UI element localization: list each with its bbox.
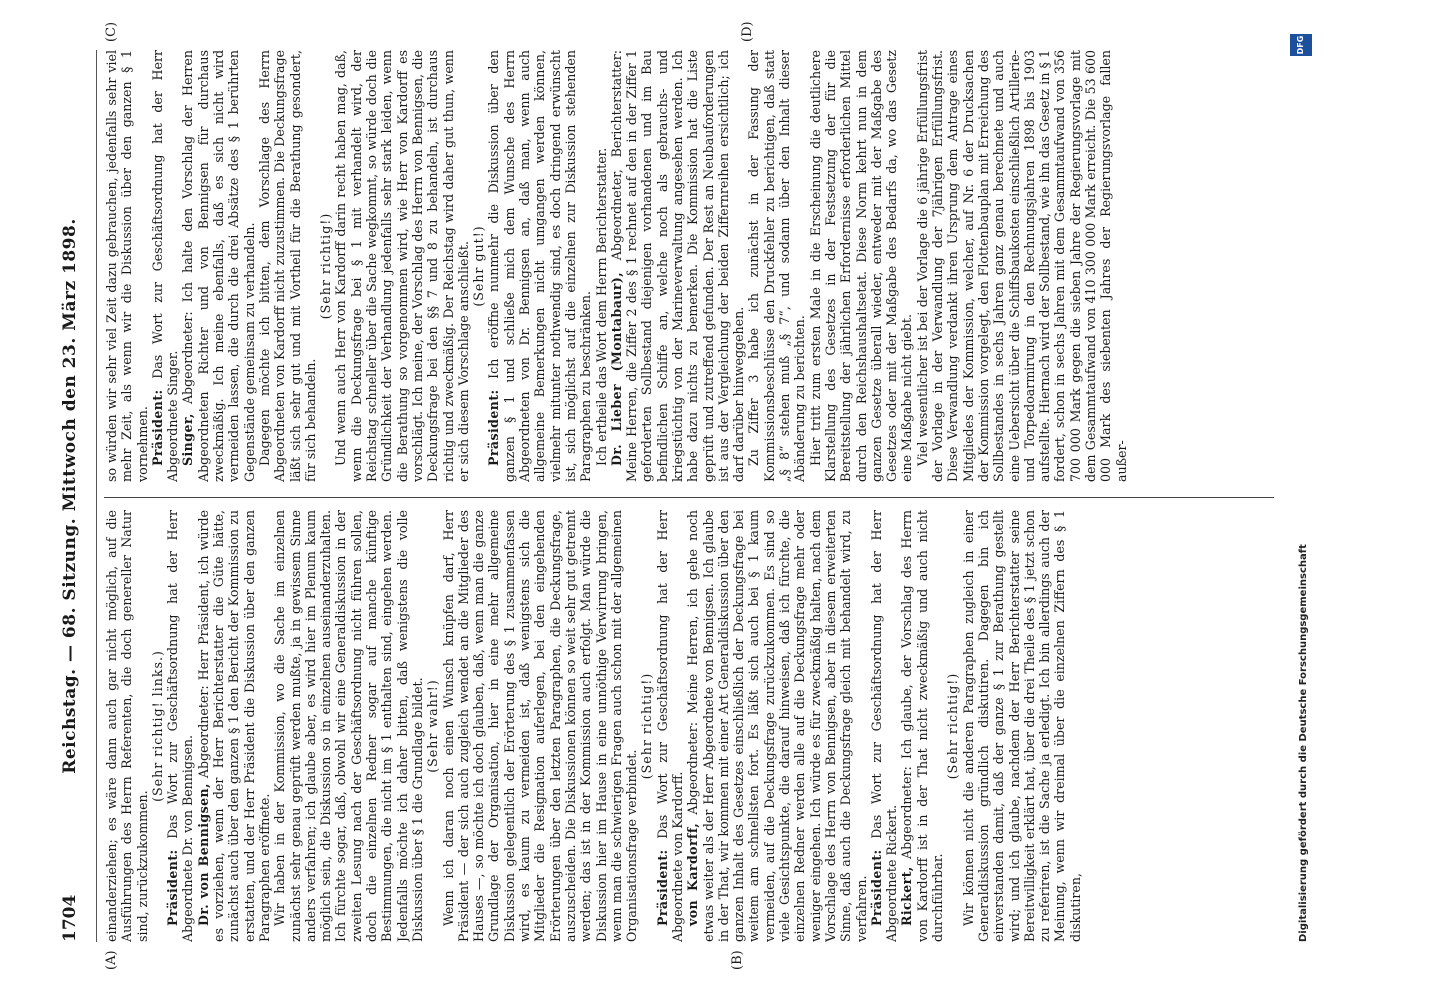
digitization-credit: Digitalisierung gefördert durch die Deutsche Forschungsgemeinschaft — [1298, 544, 1309, 942]
interjection: (Sehr richtig!) — [945, 672, 961, 780]
speaker-paragraph: Präsident: Das Wort zur Geschäftsordnung hat der Herr Abgeordnete von Kardorff. — [654, 510, 685, 942]
running-title: Reichstag. — 68. Sitzung. Mittwoch den 23. März 1898. — [60, 218, 80, 774]
speaker-name: Präsident: — [165, 849, 181, 926]
speaker-name: von Kardorff, — [685, 822, 701, 926]
speaker-paragraph: Präsident: Das Wort zur Geschäftsordnung hat der Herr Abgeordnete Singer. — [149, 50, 181, 482]
interjection: (Sehr richtig!) — [318, 212, 334, 320]
speaker-paragraph: Rickert, Abgeordneter: Ich glaube, der Vorschlag des Herrn von Kardorff ist in der That nicht zweckmäßig und auch nicht durchführbar. — [899, 510, 946, 942]
speaker-paragraph: Dr. Lieber (Montabaur), Abgeordneter, Berichterstatter: Meine Herren, die Ziffer 2 des § 1 rechnet auf den in der Ziffer 1 geforderten Sollbestand diejenigen vorhandenen und im Bau befindlichen Schiffe an, welche noch als gebrauchs- und kriegstüchtig von der Marineverwaltung angesehen werden. Ich habe dazu nichts zu bemerken. Die Kommission hat die Liste geprüft und zutreffend gefunden. Der Rest an Neubauforderungen ist aus der Vergleichung der beiden Ziffernreihen ersichtlich; ich darf darüber hinweggehen. — [608, 50, 747, 482]
speaker-paragraph: Präsident: Ich eröffne nunmehr die Diskussion über den ganzen § 1 und schließe mich dem Wunsche des Herrn Abgeordneten von Dr. Bennigsen an, daß man, wenn auch allgemeine Bemerkungen nicht umgangen werden können, vielmehr mitunter nothwendig sind, es doch dringend erwünscht ist, sich möglichst auf die einzelnen zur Diskussion stehenden Paragraphen zu beschränken. — [486, 50, 594, 482]
speaker-paragraph: Singer, Abgeordneter: Ich halte den Vorschlag der Herren Abgeordneten Richter und von Bennigsen für durchaus zweckmäßig. Ich meine ebenfalls, daß es sich nicht wird vermeiden lassen, die durch die drei Absätze des § 1 berührten Gegenstände gemeinsam zu verhandeln. — [180, 50, 257, 482]
paragraph: Und wenn auch Herr von Kardorff darin recht haben mag, daß, wenn die Deckungsfrage bei § 1 mit verhandelt wird, der Reichstag schneller über die Sache wegkommt, so würde doch die Gründlichkeit der Verhandlung jedenfalls sehr stark leiden, wenn die Berathung so vorgenommen wird, wie Herr von Kardorff es vorschlägt. Ich meine, der Vorschlag des Herrn von Bennigsen, die Deckungsfrage bei den §§ 7 und 8 zu behandeln, ist durchaus richtig und zweckmäßig. Der Reichstag wird daher gut thun, wenn er sich diesem Vorschlage anschließt. — [333, 50, 471, 482]
interjection: (Sehr richtig! links.) — [149, 650, 165, 802]
interjection: (Sehr richtig!) — [639, 672, 655, 780]
column-divider — [104, 497, 1274, 498]
speaker-paragraph: Präsident: Das Wort zur Geschäftsordnung hat der Herr Abgeordnete Dr. von Bennigsen. — [165, 510, 196, 942]
speaker-name: Rickert, — [899, 866, 915, 926]
margin-marker-c: (C) — [104, 21, 119, 42]
page-header — [60, 50, 90, 942]
interjection: (Sehr gut!) — [471, 225, 487, 307]
speaker-name: Präsident: — [868, 849, 884, 926]
speaker-name: Präsident: — [149, 389, 165, 466]
paragraph: so würden wir sehr viel Zeit dazu gebrauchen, jedenfalls sehr viel mehr Zeit, als wenn wir die Diskussion über den ganzen § 1 vornehmen. — [104, 50, 150, 482]
page-number: 1704 — [60, 894, 80, 942]
paragraph: Viel wesentlicher ist bei der Vorlage die 6 jährige Erfüllungsfrist der Vorlage in der Verwandlung der 7jährigen Erfüllungsfrist. Diese Verwandlung verdankt ihren Ursprung dem Antrage eines Mitgliedes der Kommission, welcher, auf Nr. 6 der Drucksachen der Kommission vorgelegt, den Flottenbauplan mit Erreichung des Sollbestandes in sechs Jahren ganz genau berechnete und auch eine Uebersicht über die Schiffsbaukosten einschließlich Artillerie- und Torpedoarmirung in den Rechnungsjahren 1898 bis 1903 aufstellte. Hiernach wird der Sollbestand, wie ihn das Gesetz in § 1 fordert, schon in sechs Jahren mit dem Gesammtaufwand von 356 700 000 Mark gegen die sieben Jahre der Regierungsvorlage mit dem Gesammtaufwand von 410 300 000 Mark erreicht. Die 53 600 000 Mark des siebenten Jahres der Regierungsvorlage fallen außer- — [914, 50, 1129, 482]
speaker-name: Dr. Lieber (Montabaur), — [608, 272, 624, 466]
margin-marker-a: (A) — [104, 950, 119, 970]
speaker-name: Präsident: — [654, 849, 670, 926]
margin-marker-d: (D) — [740, 21, 755, 42]
dfg-logo: DFG — [1290, 34, 1312, 56]
speaker-name: Präsident: — [486, 389, 502, 466]
right-column — [104, 50, 1274, 482]
paragraph: Wir haben in der Kommission, wo die Sache im einzelnen zunächst sehr genau geprüft werden mußte, ja in gewissem Sinne anders verfahren; ich glaube aber, es wird hier im Plenum kaum möglich sein, die Diskussion so in einzelnen auseinanderzuhalten. Ich fürchte sogar, daß, obwohl wir eine Generaldiskussion in der zweiten Lesung nach der Geschäftsordnung nicht führen sollen, doch die einzelnen Redner sogar auf manche künftige Bestimmungen, die nicht im § 1 enthalten sind, eingehen werden. Jedenfalls möchte ich daher bitten, daß wenigstens die volle Diskussion über § 1 die Grundlage bildet. — [272, 510, 425, 942]
paragraph: Wir können nicht die anderen Paragraphen zugleich in einer Generaldiskussion gründlich diskutiren. Dagegen bin ich einverstanden damit, daß der ganze § 1 zur Berathung gestellt wird; und ich glaube, nachdem der Herr Berichterstatter seine Bereitwilligkeit erklärt hat, über die drei Theile des § 1 jetzt schon zu referiren, ist die Sache ja erledigt. Ich bin allerdings auch der Meinung, wenn wir dreimal über die einzelnen Ziffern des § 1 diskutiren, — [960, 510, 1083, 942]
speaker-name: Dr. von Bennigsen, — [195, 783, 211, 926]
interjection: (Sehr wahr!) — [425, 679, 441, 773]
speaker-paragraph: Dr. von Bennigsen, Abgeordneter: Herr Präsident, ich würde es vorziehen, wenn der Herr Berichterstatter die Güte hätte, zunächst auch über den ganzen § 1 den Bericht der Kommission zu erstatten, und der Herr Präsident die Diskussion über den ganzen Paragraphen eröffnete. — [195, 510, 272, 942]
paragraph: Dagegen möchte ich bitten, dem Vorschlage des Herrn Abgeordneten von Kardorff nicht zuzustimmen. Die Deckungsfrage läßt sich sehr gut und mit Vortheil für die Berathung gesondert, für sich behandeln. — [256, 50, 318, 482]
header-rule — [96, 50, 97, 942]
paragraph: Ich ertheile das Wort dem Herrn Berichterstatter. — [593, 147, 609, 466]
paragraph: Hier tritt zum ersten Male in die Erscheinung die deutlichere Klarstellung des Gesetzes in der Festsetzung der für die Bereitstellung der jährlichen Erfordernisse erforderlichen Mittel durch den Reichshaushaltsetat. Diese Norm kehrt nun in dem ganzen Gesetze überall wieder, entweder mit der Maßgabe des Gesetzes oder mit der Maßgabe des Bedarfs da, wo das Gesetz eine Maßgabe nicht giebt. — [807, 50, 915, 482]
speaker-paragraph: Präsident: Das Wort zur Geschäftsordnung hat der Herr Abgeordnete Rickert. — [868, 510, 900, 942]
speaker-name: Singer, — [180, 413, 196, 466]
speaker-paragraph: von Kardorff, Abgeordneter: Meine Herren, ich gehe noch etwas weiter als der Herr Abgeordnete von Bennigsen. Ich glaube in der That, wir kommen mit einer Art Generaldiskussion über den ganzen Inhalt des Gesetzes einschließlich der Deckungsfrage bei weitem am schnellsten fort. Es läßt sich auch bei § 1 kaum vermeiden, auf die Deckungsfrage zurückzukommen. Es sind so viele Gesichtspunkte, die darauf hinweisen, daß ich fürchte, die einzelnen Redner werden alle auf die Deckungsfrage mehr oder weniger eingehen. Ich würde es für zweckmäßig halten, nach dem Vorschlage des Herrn von Bennigsen, aber in diesem erweiterten Sinne, daß auch die Deckungsfrage gleich mit behandelt wird, zu verfahren. — [685, 510, 869, 942]
paragraph: einanderziehen; es wäre dann auch gar nicht möglich, auf die Ausführungen des Herrn Referenten, die doch genereller Natur sind, zurückzukommen. — [104, 510, 150, 942]
margin-marker-b: (B) — [730, 950, 745, 970]
left-column — [104, 510, 1274, 942]
paragraph: Wenn ich daran noch einen Wunsch knüpfen darf, Herr Präsident — der sich auch zugleich wendet an die Mitglieder des Hauses —, so möchte ich doch glauben, daß, wenn man die ganze Grundlage der Organisation, hier in eine mehr allgemeine Diskussion gelegentlich der Erörterung des § 1 zusammenfassen wird, es kaum zu vermeiden ist, daß wenigstens sich die Mitglieder die Resignation auferlegen, bei den eingehenden Erörterungen über den letzten Paragraphen, die Deckungsfrage, auszuscheiden. Die Diskussionen können so weit sehr gut getrennt werden; das ist in der Kommission auch erfolgt. Man würde die Diskussion hier im Hause in eine unnöthige Verwirrung bringen, wenn man die schwierigen Fragen auch schon mit der allgemeinen Organisationsfrage verbindet. — [440, 510, 640, 942]
paragraph: Zu Ziffer 3 habe ich zunächst in der Fassung der Kommissionsbeschlüsse den Druckfehler zu berichtigen, daß statt „§ 8“ stehen muß „§ 7“, und sodann über den Inhalt dieser Abänderung zu berichten. — [746, 50, 808, 482]
